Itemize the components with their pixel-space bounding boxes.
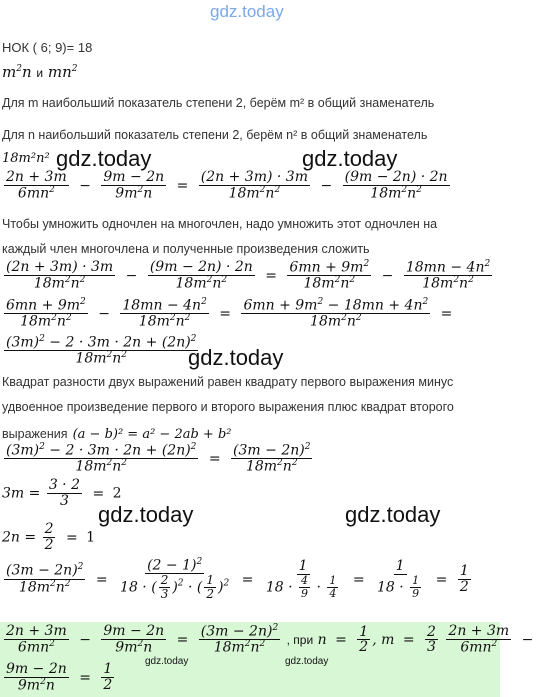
equation-3m: 3m = $\frac{3 \cdot 2}{3}$ = 2 <box>2 477 122 509</box>
text-m-exponent: Для m наибольший показатель степени 2, берём m² в общий знаменатель <box>2 96 435 110</box>
equation-6: $\frac{(3m - 2n)^2}{18m^2n^2}$ = $(2 - 1)^2$ 18 · ( $\frac{2}{3}$ )$^2$ · ( $\frac{1}{2}$ )$^2$ = 1 18 · $\frac{4}{9}$ · $\frac{1}{4}$ = 1 18 · $\frac{1}{9}$ = $\frac{1}{2}$ <box>6 557 469 601</box>
when-word: , при <box>286 633 314 648</box>
monomials-line: $m^2n$ и $mn^2$ <box>2 63 78 81</box>
answer-equation: $\frac{2n + 3m}{6mn^2}$ − $\frac{9m - 2n}{9m^2n}$ = $\frac{(3m - 2n)^2}{18m^2n^2}$ , при n = $\frac{1}{2}$ , m = $\frac{2}{3}$ $\frac{2n + 3m}{6mn^2}$ − <box>6 623 534 656</box>
equation-1: $\frac{2n + 3m}{6mn^2}$ − $\frac{9m - 2n}{9m^2n}$ = $\frac{(2n + 3m) \cdot 3m}{18m^2n^2}$ − $\frac{(9m - 2n) \cdot 2n}{18m^2n^2}$ <box>6 169 448 202</box>
watermark: gdz.today <box>56 146 152 171</box>
watermark: gdz.today <box>145 656 189 667</box>
equation-5: $\frac{(3m)^2 - 2 \cdot 3m \cdot 2n + (2n)^2}{18m^2n^2}$ = $\frac{(3m - 2n)^2}{18m^2n^2}$ <box>6 442 311 475</box>
equation-3: $\frac{6mn + 9m^2}{18m^2n^2}$ − $\frac{18mn - 4n^2}{18m^2n^2}$ = $\frac{6mn + 9m^2 - 18mn + 4n^2}{18m^2n^2}$ = <box>6 297 453 330</box>
text-multiply-rule-2: каждый член многочлена и полученные произведения сложить <box>2 242 370 256</box>
watermark: gdz.today <box>188 345 284 370</box>
common-denominator: 18m²n² <box>2 151 50 166</box>
text-multiply-rule-1: Чтобы умножить одночлен на многочлен, надо умножить этот одночлен на <box>2 217 438 231</box>
square-identity: (a − b)² = a² − 2ab + b² <box>72 427 232 442</box>
equation-2: $\frac{(2n + 3m) \cdot 3m}{18m^2n^2}$ − $\frac{(9m - 2n) \cdot 2n}{18m^2n^2}$ = $\frac{6mn + 9m^2}{18m^2n^2}$ − $\frac{18mn - 4n^2}{18m^2n^2}$ <box>6 259 491 292</box>
watermark: gdz.today <box>98 502 194 527</box>
expression-word: выражения <box>2 427 68 441</box>
equation-4: $\frac{(3m)^2 - 2 \cdot 3m \cdot 2n + (2n)^2}{18m^2n^2}$ <box>6 334 197 367</box>
answer-equation-continued: $\frac{9m - 2n}{9m^2n}$ = $\frac{1}{2}$ <box>6 661 113 694</box>
and-word: и <box>36 66 44 80</box>
text-square-rule-3 <box>2 423 232 442</box>
watermark: gdz.today <box>302 146 398 171</box>
nok-line: НОК ( 6; 9)= 18 <box>2 40 93 55</box>
text-square-rule-2: удвоенное произведение первого и второго выражения плюс квадрат второго <box>2 400 454 414</box>
text-n-exponent: Для n наибольший показатель степени 2, берём n² в общий знаменатель <box>2 128 428 142</box>
watermark-top: gdz.today <box>210 2 284 21</box>
eq-m-label: 3m = <box>2 485 45 502</box>
watermark: gdz.today <box>285 656 329 667</box>
eq-n-label: 2n = <box>2 529 41 546</box>
watermark: gdz.today <box>345 502 441 527</box>
equation-2n: 2n = $\frac{2}{2}$ = 1 <box>2 521 96 553</box>
text-square-rule-1: Квадрат разности двух выражений равен квадрату первого выражения минус <box>2 375 454 389</box>
